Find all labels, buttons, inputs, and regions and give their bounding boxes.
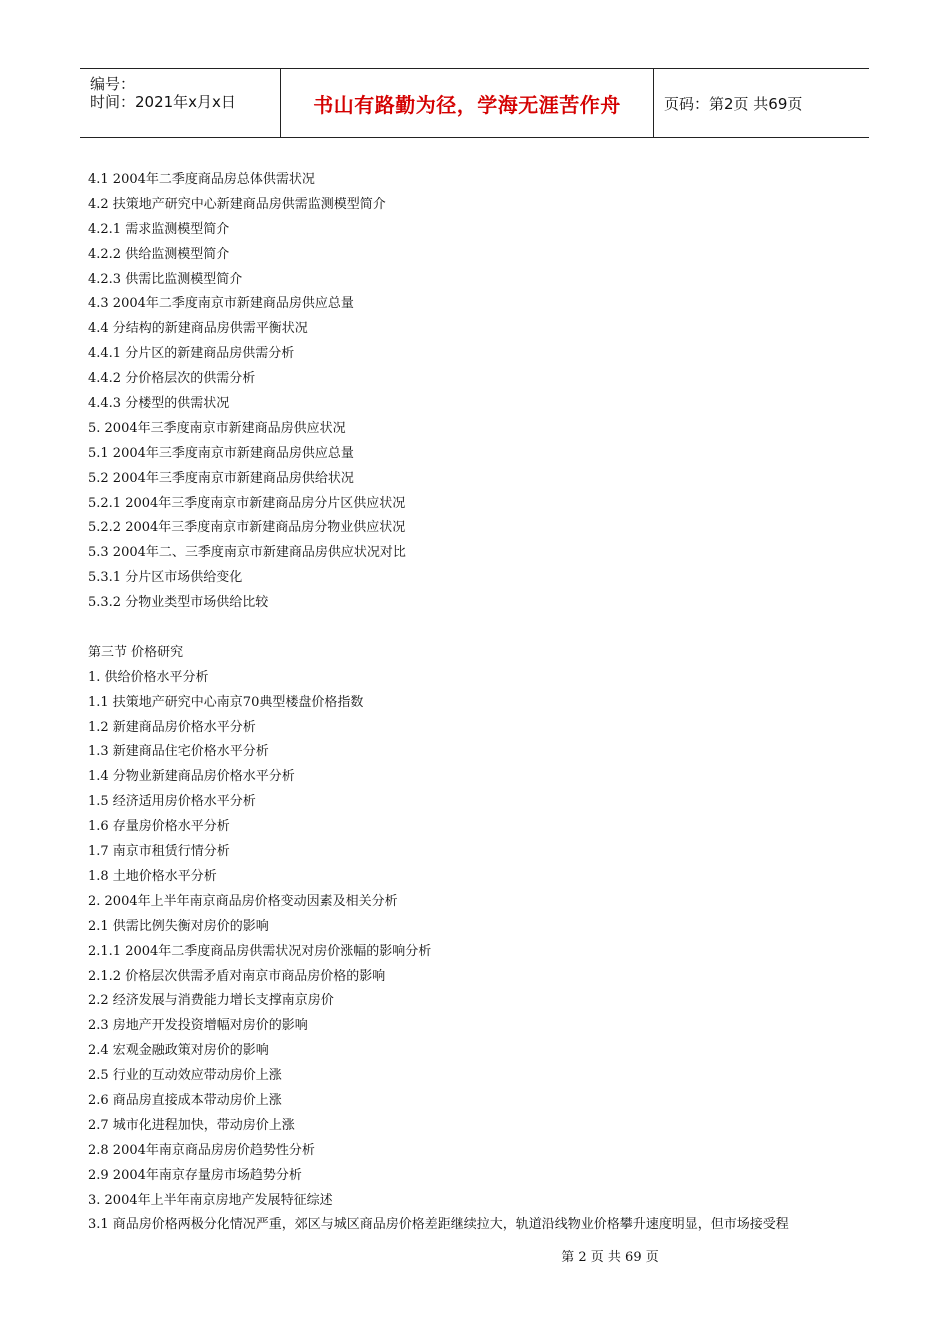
toc-entry: 4.4.1 分片区的新建商品房供需分析 (88, 346, 295, 362)
toc-entry: 5.3.1 分片区市场供给变化 (88, 570, 243, 586)
date-label: 时间：2021年x月x日 (90, 93, 236, 111)
page-header (80, 68, 869, 138)
toc-entry: 5.1 2004年三季度南京市新建商品房供应总量 (88, 445, 354, 461)
toc-entry: 1.8 土地价格水平分析 (88, 868, 217, 884)
toc-entry: 5.2.2 2004年三季度南京市新建商品房分物业供应状况 (88, 520, 406, 536)
toc-entry: 5.3 2004年二、三季度南京市新建商品房供应状况对比 (88, 545, 406, 561)
toc-entry: 1.4 分物业新建商品房价格水平分析 (88, 769, 295, 785)
toc-entry: 1.2 新建商品房价格水平分析 (88, 719, 256, 735)
toc-entry: 2.9 2004年南京存量房市场趋势分析 (88, 1167, 302, 1183)
toc-entry: 4.3 2004年二季度南京市新建商品房供应总量 (88, 296, 354, 312)
toc-entry: 4.2.3 供需比监测模型简介 (88, 271, 243, 287)
toc-entry: 2.2 经济发展与消费能力增长支撑南京房价 (88, 993, 334, 1009)
footer-page-number: 第 2 页 共 69 页 (561, 1250, 659, 1265)
toc-entry: 2.8 2004年南京商品房房价趋势性分析 (88, 1142, 315, 1158)
toc-entry: 2.5 行业的互动效应带动房价上涨 (88, 1068, 282, 1084)
toc-entry: 1.1 扶策地产研究中心南京70典型楼盘价格指数 (88, 694, 364, 710)
motto-cell (281, 69, 654, 137)
toc-entry: 5.2.1 2004年三季度南京市新建商品房分片区供应状况 (88, 495, 406, 511)
toc-entry: 3. 2004年上半年南京房地产发展特征综述 (88, 1192, 333, 1208)
toc-entry: 2.3 房地产开发投资增幅对房价的影响 (88, 1018, 308, 1034)
toc-entry: 4.4.3 分楼型的供需状况 (88, 396, 230, 412)
toc-entry: 2.4 宏观金融政策对房价的影响 (88, 1043, 269, 1059)
toc-entry: 5.3.2 分物业类型市场供给比较 (88, 595, 269, 611)
toc-entry: 4.2.2 供给监测模型简介 (88, 246, 230, 262)
code-label: 编号： (90, 75, 136, 93)
page-info-text: 页码：第2页 共69页 (664, 94, 803, 113)
table-of-contents (88, 168, 878, 1238)
toc-entry: 5. 2004年三季度南京市新建商品房供应状况 (88, 420, 346, 436)
toc-entry: 1. 供给价格水平分析 (88, 669, 209, 685)
toc-entry: 4.1 2004年二季度商品房总体供需状况 (88, 172, 315, 187)
toc-entry: 4.4.2 分价格层次的供需分析 (88, 371, 256, 387)
toc-entry: 2.1 供需比例失衡对房价的影响 (88, 918, 269, 934)
toc-entry: 5.2 2004年三季度南京市新建商品房供给状况 (88, 470, 354, 486)
toc-entry: 2.7 城市化进程加快，带动房价上涨 (88, 1117, 295, 1133)
toc-entry: 1.3 新建商品住宅价格水平分析 (88, 744, 269, 760)
toc-entry: 2. 2004年上半年南京商品房价格变动因素及相关分析 (88, 893, 398, 909)
toc-entry: 第三节 价格研究 (88, 644, 184, 660)
motto-text: 书山有路勤为径，学海无涯苦作舟 (313, 92, 621, 117)
toc-entry: 4.2.1 需求监测模型简介 (88, 221, 230, 237)
toc-entry: 2.1.2 价格层次供需矛盾对南京市商品房价格的影响 (88, 968, 386, 984)
toc-entry: 4.2 扶策地产研究中心新建商品房供需监测模型简介 (88, 196, 386, 212)
toc-entry: 1.5 经济适用房价格水平分析 (88, 794, 256, 810)
header-meta-cell (80, 69, 281, 137)
toc-entry: 1.7 南京市租赁行情分析 (88, 844, 230, 860)
toc-entry: 2.6 商品房直接成本带动房价上涨 (88, 1092, 282, 1108)
toc-spacer (88, 616, 878, 641)
toc-entry: 1.6 存量房价格水平分析 (88, 819, 230, 835)
page-footer (0, 1246, 950, 1265)
toc-entry: 4.4 分结构的新建商品房供需平衡状况 (88, 321, 308, 337)
toc-entry: 3.1 商品房价格两极分化情况严重，郊区与城区商品房价格差距继续拉大，轨道沿线物业价格攀升速度明显，但市场接受程 (88, 1217, 789, 1233)
page-info-cell (654, 69, 869, 137)
toc-entry: 2.1.1 2004年二季度商品房供需状况对房价涨幅的影响分析 (88, 943, 432, 959)
